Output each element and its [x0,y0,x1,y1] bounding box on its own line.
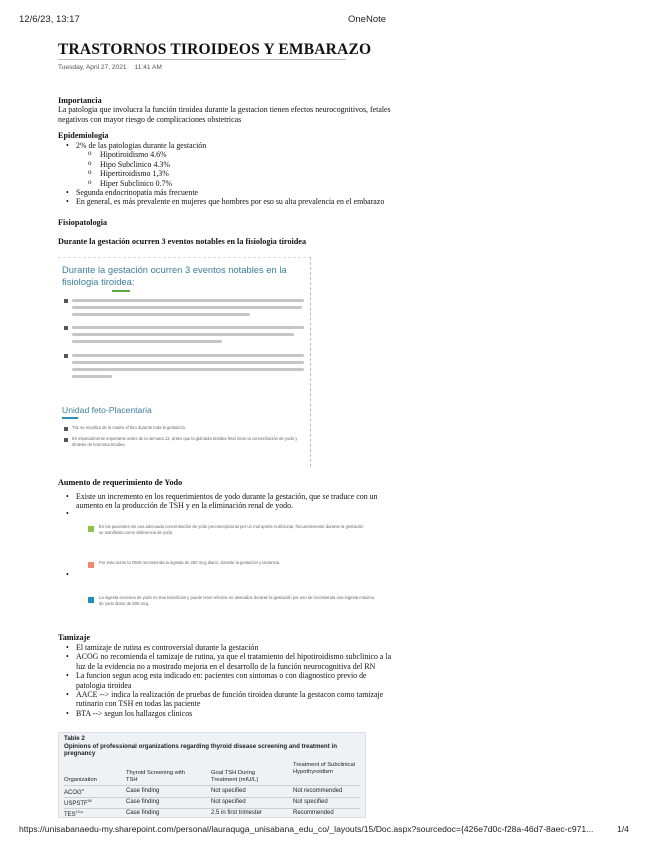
yodo-box-text: La ingesta excesiva de yodo no trae beneficios y puede tener efectos no deseados durante la gestación por eso se recomienda una ingesta máxima de yodo diario de 500 mcg. [99,595,374,606]
table-cell: TES$^{13,a}$ [64,810,83,818]
table-cell: Case finding [126,788,160,794]
slide-accent-line [62,417,78,419]
epidemiologia-heading: Epidemiologia [58,131,109,140]
importancia-text: La patologia que involucra la función tiroidea durante la gestacion tienen efectos neurocognitivos, fetales negativos con mayor riesgo de complicaciones obstetricas [58,105,391,124]
list-item: • Existe un incremento en los requerimientos de yodo durante la gestación, que se traduce con un aumento en la producción de TSH y en la eliminación renal de yodo. [64,492,389,511]
slide-text-line [72,375,112,378]
slide-text-line [72,333,294,336]
print-datetime: 12/6/23, 13:17 [19,14,80,25]
slide-accent-line [112,290,130,292]
list-item: o Hipertiroidismo 1,3% [86,169,424,178]
table-cell: Case finding [126,799,160,805]
yodo-box-text: En los pacientes sin una adecuada concentración de yodo preconcepcional por un mal aporte nutricional, frecuentemente durante la gestación se manifiesta como deficiencia de yodo. [99,524,364,535]
list-item: • El tamizaje de rutina es controversial durante la gestación [64,643,394,652]
list-item: • ACOG no recomienda el tamizaje de rutina, ya que el tratamiento del hipotiroidismo subclinico a la luz de la evidencia no a mostrado mejoria en el desarrollo de la función neurocognitiva del RN [64,652,394,671]
slide-bullet-icon [64,354,68,358]
list-item: • BTA --> segun los hallazgos clinicos [64,709,394,718]
table-cell: Case finding [126,810,160,816]
slide-bullet-icon [64,438,68,442]
slide-text-line [72,306,302,309]
page-time: 11:41 AM [134,64,162,71]
slide-text-line [72,354,304,357]
table-divider [64,797,360,798]
tamizaje-list [64,643,394,718]
slide-fp-item: Es especialmente importante antes de la semana 12, antes que la glándula tiroidea fetal inicie la concentración de yodo y síntesis de hormona tiroidea [72,436,298,447]
yodo-box-text: Por esta razón la OMS recomienda la ingesta de 250 mcg diario, durante la gestación y lactancia. [99,560,281,565]
slide-text-line [72,299,304,302]
table-caption [64,735,365,758]
slide-bullet-icon [64,326,68,330]
fisiopatologia-heading: Fisiopatologia [58,218,108,227]
slide-bullet-icon [64,427,68,431]
slide-bullet-icon [64,299,68,303]
page-title: TRASTORNOS TIROIDEOS Y EMBARAZO [58,41,372,58]
slide-text-line [72,368,304,371]
list-item: • Segunda endocrinopatia más frecuente [64,188,424,197]
screening-table [58,732,366,818]
yodo-list [64,492,389,511]
slide-text-line [72,340,222,343]
list-item: • 2% de las patologias durante la gestación o Hipotiroidismo 4.6% o Hipo Subclinico 4.3% o Hipertiroidismo 1,3% o Hiper Subclinico 0.7% [64,141,424,188]
list-item: o Hipo Subclinico 4.3% [86,160,424,169]
list-item: o Hipotiroidismo 4.6% [86,150,424,159]
table-caption-text: Opinions of professional organizations regarding thyroid disease screening and treatment in pregnancy [64,742,337,758]
blue-box-icon [88,597,94,603]
title-divider [58,59,346,60]
slide-text-line [72,361,304,364]
fisiopatologia-subheading: Durante la gestación ocurren 3 eventos notables en la fisiologia tiroidea [58,237,307,246]
importancia-heading: Importancia [58,96,102,105]
fisiologia-slide-image [58,257,311,467]
list-item: • En general, es más prevalente en mujeres que hombres por eso su alta prevalencia en el embarazo [64,197,424,206]
table-divider [64,808,360,809]
table-cell: 2.5 in first trimester [211,810,263,816]
table-cell: Not specified [293,799,328,805]
red-box-icon [88,562,94,568]
yodo-heading: Aumento de requerimiento de Yodo [58,478,183,487]
tamizaje-heading: Tamizaje [58,633,90,642]
table-divider [64,785,360,786]
empty-bullet: • [66,570,69,579]
print-url: https://unisabanaedu-my.sharepoint.com/personal/lauraquga_unisabana_edu_co/_layouts/15/Doc.aspx?sourcedoc={426e7d0c-f28a-46d7-8aec-c971... [19,824,594,834]
table-cell: Recommended [293,810,334,816]
table-cell: USPSTF$^{56}$ [64,799,92,807]
list-item: • La funcion segun acog esta indicado en: pacientes con sintomas o con diagnostico previo de patologia tiroidea [64,671,394,690]
table-cell: Not specified [211,799,246,805]
print-page-number: 1/4 [617,824,629,834]
slide-text-line [72,326,304,329]
epidemiologia-list [64,141,424,207]
table-header: Treatment of Subclinical Hypothyroidism [293,762,355,775]
table-header: Organization [64,777,97,783]
table-cell: ACOG$^a$ [64,788,84,796]
list-item: • AACE --> indica la realización de pruebas de función tiroidea durante la gestacon como tamizaje rutinario con TSH en todas las paciente [64,690,394,709]
table-header: Thyroid Screening with TSH [126,770,185,783]
table-label: Table 2 [64,735,85,742]
table-header: Goal TSH During Treatment (mIU/L) [211,770,259,783]
print-app-name: OneNote [348,14,387,25]
slide-title: Durante la gestación ocurren 3 eventos notables en la fisiologia tiroidea: [62,264,287,287]
page-date: Tuesday, April 27, 2021 [58,64,127,71]
table-cell: Not specified [211,788,246,794]
slide-fp-item: T4L se moviliza de la madre al feto durante toda la gestación. [72,425,187,430]
green-box-icon [88,526,94,532]
slide-subtitle: Unidad feto-Placentaria [62,405,152,415]
empty-bullet: • [66,509,69,518]
list-item: o Hiper Subclinico 0.7% [86,179,424,188]
page-timestamp [58,64,170,71]
slide-text-line [72,313,250,316]
table-cell: Not recommended [293,788,343,794]
